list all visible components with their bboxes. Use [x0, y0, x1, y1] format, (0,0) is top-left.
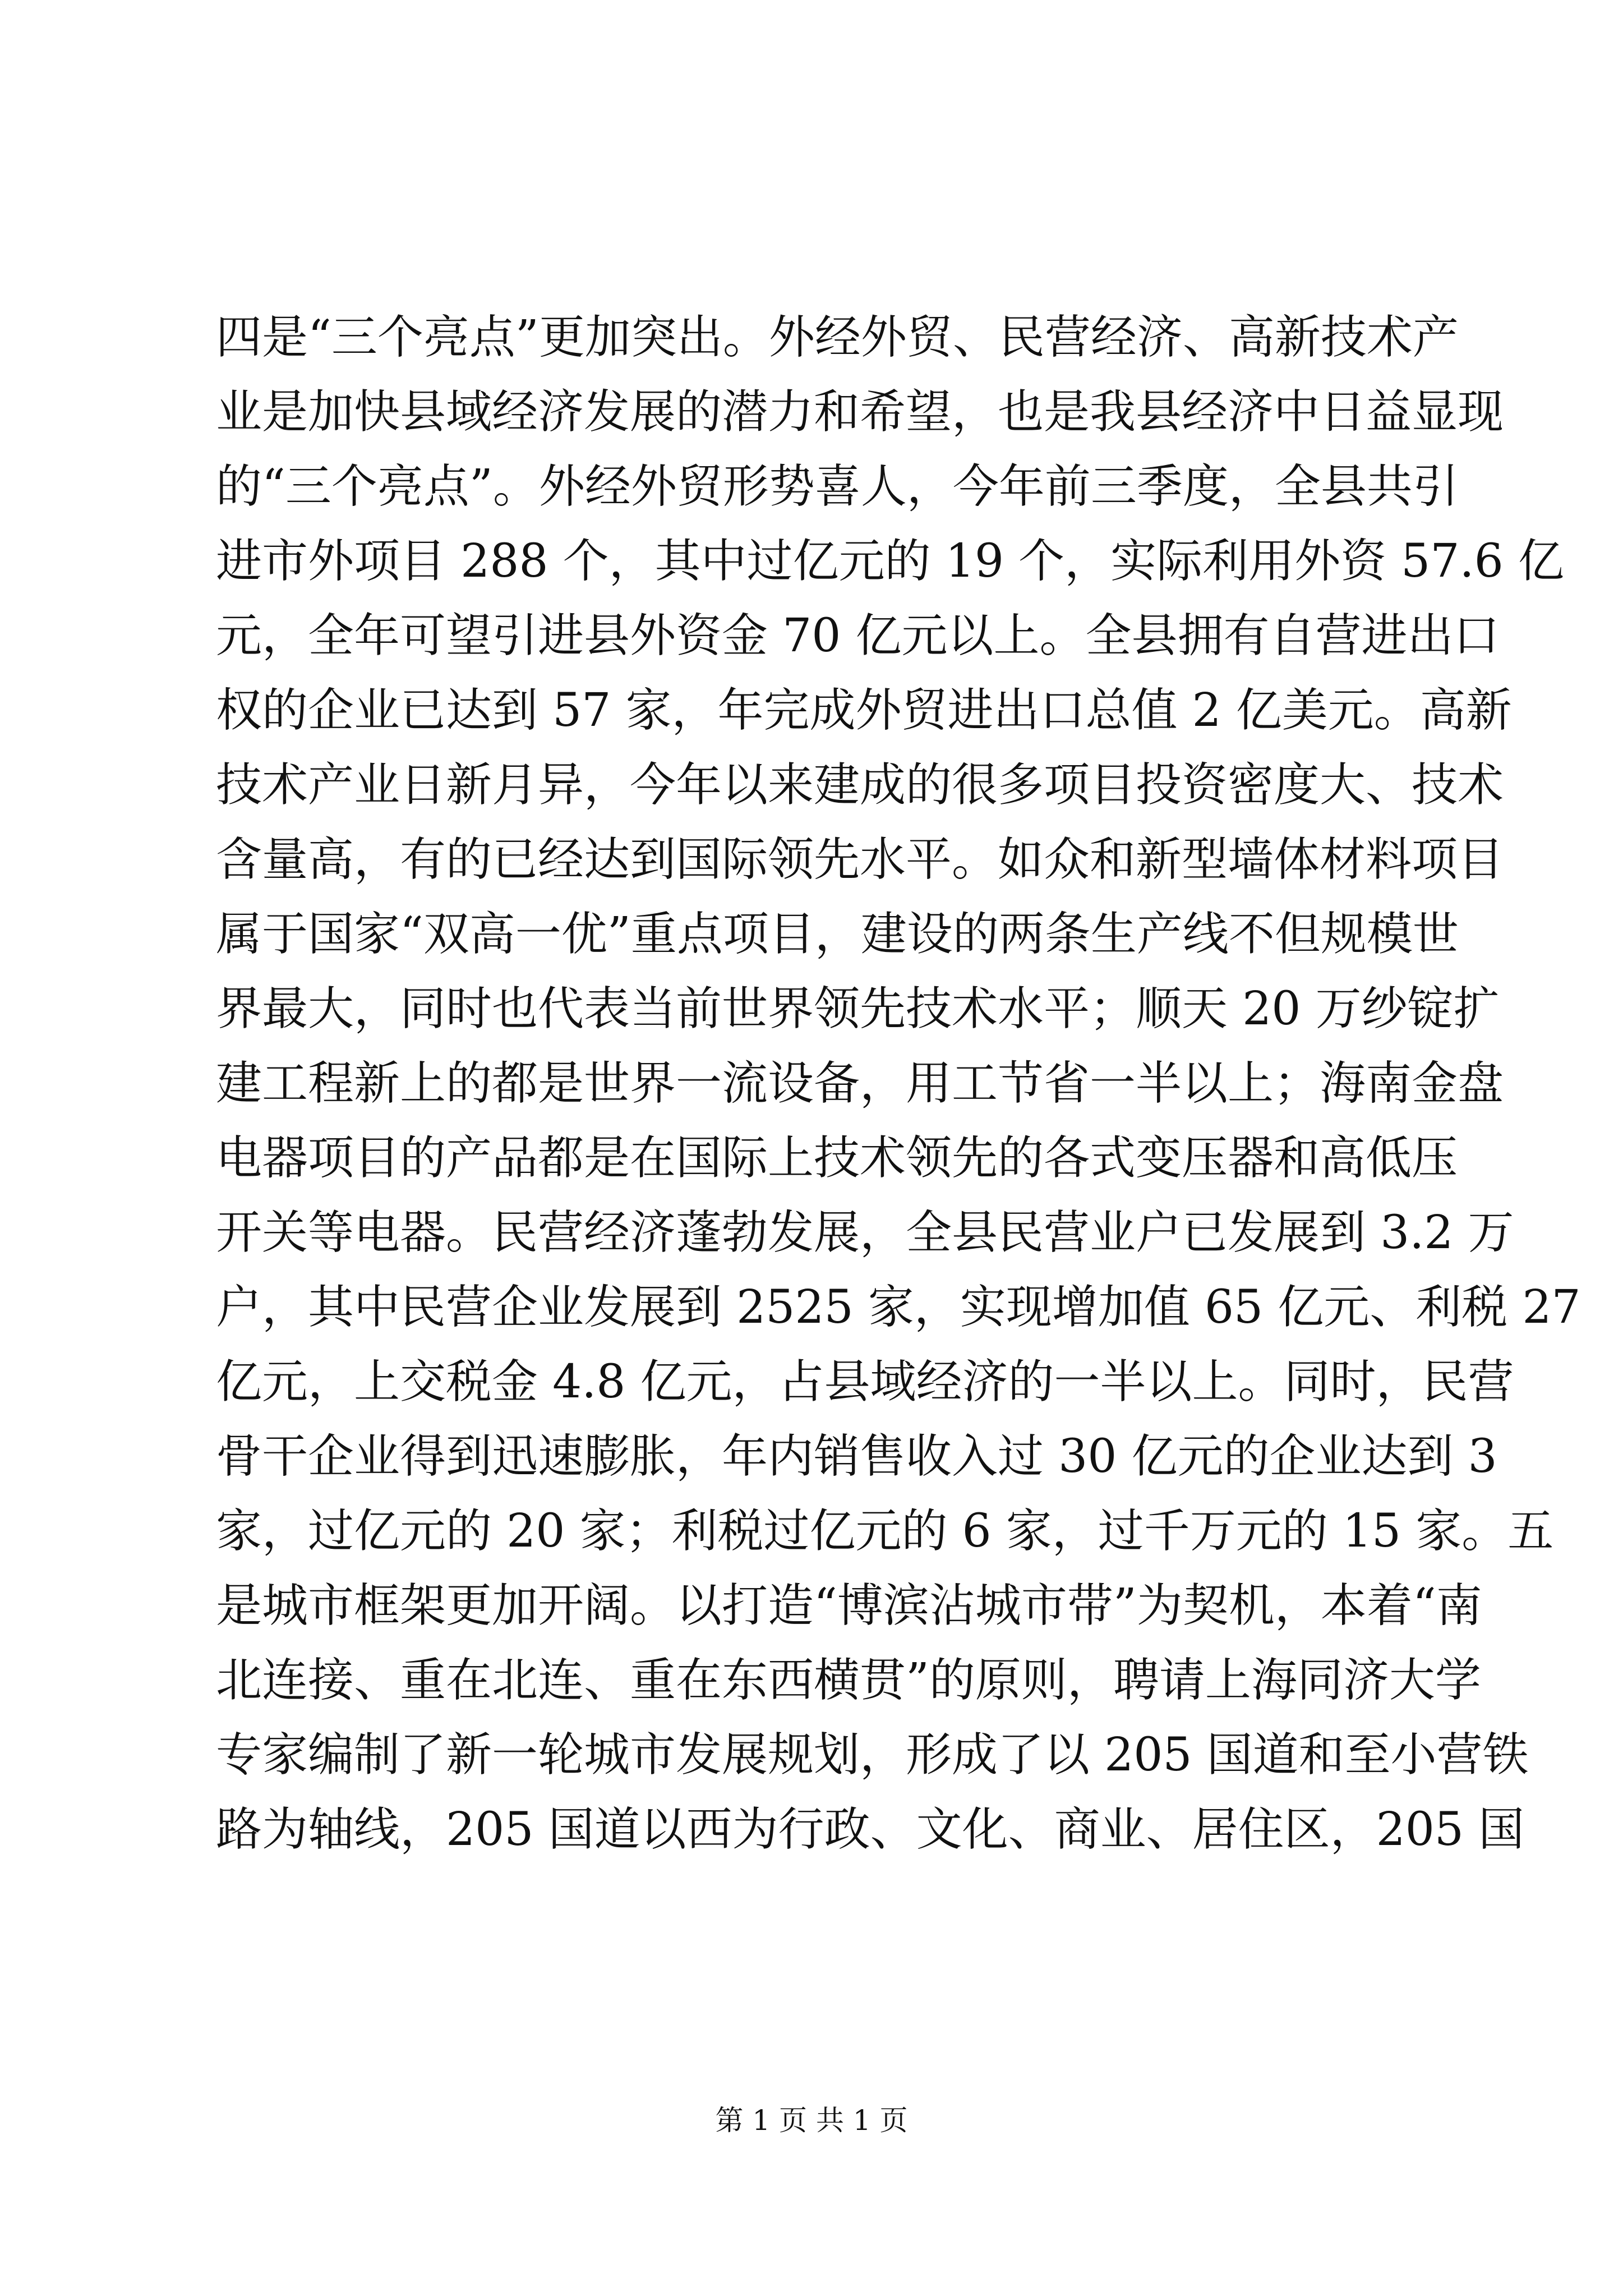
text-line: 含量高，有的已经达到国际领先水平。如众和新型墙体材料项目: [216, 833, 1504, 886]
text-line: 属于国家“双高一优”重点项目，建设的两条生产线不但规模世: [216, 908, 1459, 961]
text-line: 建工程新上的都是世界一流设备，用工节省一半以上；海南金盘: [216, 1057, 1504, 1110]
text-line: 北连接、重在北连、重在东西横贯”的原则，聘请上海同济大学: [216, 1654, 1481, 1707]
text-line: 的“三个亮点”。外经外贸形势喜人，今年前三季度，全县共引: [216, 460, 1459, 513]
text-line: 亿元，上交税金 4.8 亿元，占县域经济的一半以上。同时，民营: [216, 1355, 1514, 1409]
text-line: 专家编制了新一轮城市发展规划，形成了以 205 国道和至小营铁: [216, 1728, 1529, 1782]
page-footer: 第 1 页 共 1 页: [715, 2104, 908, 2137]
text-line: 四是“三个亮点”更加突出。外经外贸、民营经济、高新技术产: [216, 311, 1459, 364]
text-line: 是城市框架更加开阔。以打造“博滨沾城市带”为契机，本着“南: [216, 1579, 1482, 1632]
text-line: 骨干企业得到迅速膨胀，年内销售收入过 30 亿元的企业达到 3: [216, 1430, 1497, 1483]
text-line: 技术产业日新月异，今年以来建成的很多项目投资密度大、技术: [216, 758, 1504, 812]
text-line: 业是加快县域经济发展的潜力和希望，也是我县经济中日益显现: [216, 385, 1504, 439]
text-line: 进市外项目 288 个，其中过亿元的 19 个，实际利用外资 57.6 亿: [216, 535, 1564, 588]
text-line: 户，其中民营企业发展到 2525 家，实现增加值 65 亿元、利税 27: [216, 1281, 1581, 1334]
text-line: 界最大，同时也代表当前世界领先技术水平；顺天 20 万纱锭扩: [216, 982, 1500, 1036]
text-line: 路为轴线，205 国道以西为行政、文化、商业、居住区，205 国: [216, 1803, 1525, 1856]
text-line: 权的企业已达到 57 家，年完成外贸进出口总值 2 亿美元。高新: [216, 684, 1512, 737]
text-line: 家，过亿元的 20 家；利税过亿元的 6 家，过千万元的 15 家。五: [216, 1504, 1554, 1558]
text-line: 开关等电器。民营经济蓬勃发展，全县民营业户已发展到 3.2 万: [216, 1206, 1514, 1259]
text-line: 电器项目的产品都是在国际上技术领先的各式变压器和高低压: [216, 1131, 1458, 1185]
body-paragraph: [216, 300, 1581, 1867]
text-line: 元，全年可望引进县外资金 70 亿元以上。全县拥有自营进出口: [216, 609, 1500, 662]
